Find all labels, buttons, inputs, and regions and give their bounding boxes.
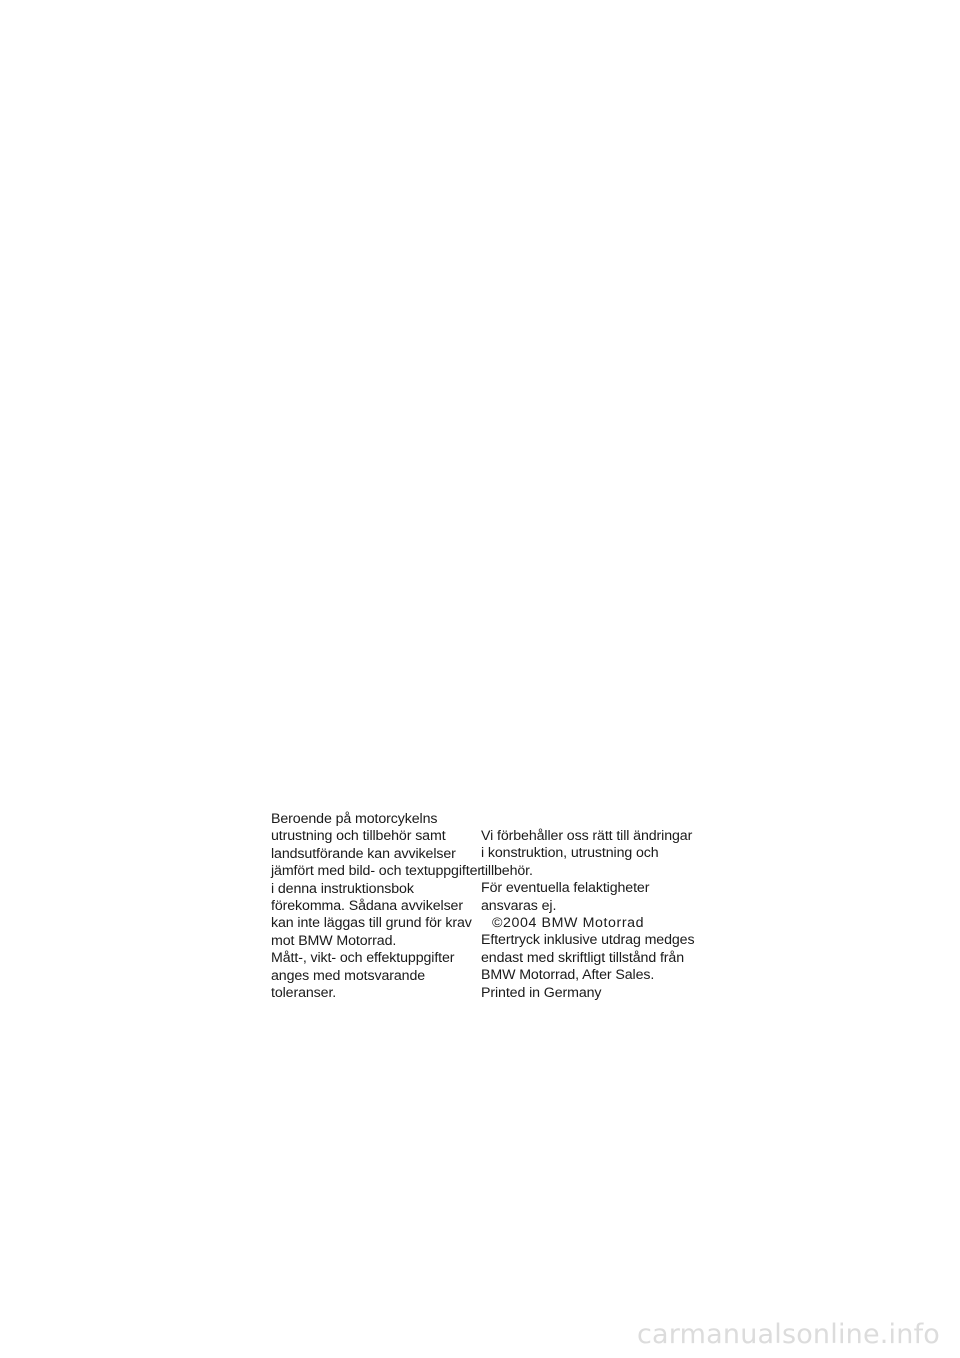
disclaimer-line: förekomma. Sådana avvikelser xyxy=(271,898,463,915)
legal-line: Vi förbehåller oss rätt till ändringar xyxy=(481,828,693,844)
legal-line: Eftertryck inklusive utdrag medges xyxy=(481,932,695,949)
legal-line: tillbehör. xyxy=(481,862,533,879)
disclaimer-line: utrustning och tillbehör samt xyxy=(271,828,446,845)
disclaimer-line: Beroende på motorcykelns xyxy=(271,811,438,827)
legal-column-right xyxy=(481,828,695,1002)
disclaimer-line: mot BMW Motorrad. xyxy=(271,932,397,949)
disclaimer-line: anges med motsvarande xyxy=(271,967,426,984)
legal-line: endast med skriftligt tillstånd från xyxy=(481,949,684,966)
disclaimer-line: i denna instruktionsbok xyxy=(271,880,414,897)
legal-line: i konstruktion, utrustning och xyxy=(481,845,659,862)
copyright-notice: ©2004 BMW Motorrad xyxy=(492,915,645,932)
printed-in-line: Printed in Germany xyxy=(481,984,602,1001)
disclaimer-column-left xyxy=(271,811,482,1002)
disclaimer-line: landsutförande kan avvikelser xyxy=(271,845,456,862)
disclaimer-line: Mått-, vikt- och effektuppgifter xyxy=(271,950,455,967)
disclaimer-line: jämfört med bild- och textuppgifter xyxy=(271,863,482,880)
legal-line: ansvaras ej. xyxy=(481,897,557,914)
legal-line: BMW Motorrad, After Sales. xyxy=(481,967,655,984)
legal-line: För eventuella felaktigheter xyxy=(481,880,650,897)
disclaimer-line: toleranser. xyxy=(271,985,337,1002)
watermark: carmanualsonline.info xyxy=(637,1319,940,1350)
disclaimer-line: kan inte läggas till grund för krav xyxy=(271,915,472,932)
